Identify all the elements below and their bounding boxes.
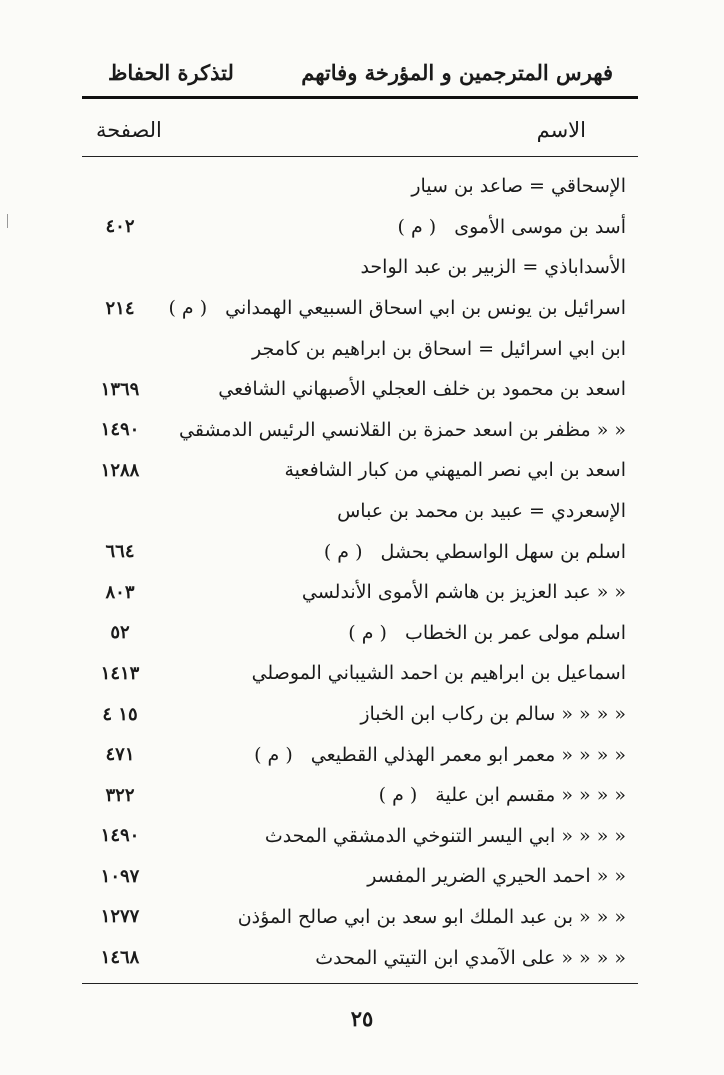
entry-page-number: ٨٠٣ (105, 581, 135, 603)
index-entry (90, 937, 626, 978)
entry-name (150, 947, 626, 969)
entry-page-number: ٥٢ (110, 622, 130, 644)
entry-page-number: ٤٧١ (105, 744, 135, 766)
entry-page-number: ٦٦٤ (105, 541, 135, 563)
entry-page-number: ١٠٩٧ (100, 865, 140, 887)
entry-name-text: « « « « مقسم ابن علية (435, 784, 626, 807)
index-entry (90, 653, 626, 694)
entry-name (150, 622, 626, 644)
entry-name (150, 744, 626, 766)
entry-name-text: « « مظفر بن اسعد حمزة بن القلانسي الرئيس الدمشقي (179, 418, 626, 441)
column-header-name: الاسم (536, 118, 586, 142)
index-entry (90, 572, 626, 613)
entry-name-text: اسلم بن سهل الواسطي بحشل (380, 540, 626, 563)
header-rule (82, 96, 638, 99)
entry-name (150, 378, 626, 400)
entry-name-text: « « « « ابي اليسر التنوخي الدمشقي المحدث (264, 824, 626, 847)
entry-page-number: ١٢٨٨ (100, 459, 140, 481)
entry-mark: ( م ) (397, 215, 437, 238)
footer-rule (82, 983, 638, 984)
entry-name-text: « « عبد العزيز بن هاشم الأموى الأندلسي (301, 581, 626, 604)
entry-page-number: ١٤١٣ (100, 662, 140, 684)
entry-name (150, 419, 626, 441)
entry-mark: ( م ) (168, 297, 208, 320)
index-entry (90, 410, 626, 451)
entry-name (150, 256, 626, 278)
entry-name-text: اسماعيل بن ابراهيم بن احمد الشيباني الموصلي (251, 662, 626, 685)
entry-name (150, 865, 626, 887)
index-entry (90, 816, 626, 857)
entry-page-number: ٣٢٢ (105, 784, 135, 806)
running-header (108, 52, 613, 92)
entry-name (150, 500, 626, 522)
index-entry (90, 247, 626, 288)
entry-name (150, 662, 626, 684)
entry-name-text: « « « بن عبد الملك ابو سعد بن ابي صالح المؤذن (237, 905, 626, 928)
entry-name-text: اسعد بن ابي نصر الميهني من كبار الشافعية (284, 459, 626, 482)
index-entry (90, 775, 626, 816)
index-entry (90, 856, 626, 897)
entry-mark: ( م ) (254, 743, 293, 766)
index-entry-list (90, 166, 626, 978)
entry-name (150, 825, 626, 847)
entry-page-number: ١٤٩٠ (100, 419, 140, 441)
index-entry (90, 491, 626, 532)
entry-name-text: « « « « على الآمدي ابن التيتي المحدث (315, 946, 626, 969)
entry-page-number: ٢١٤ (105, 297, 135, 319)
column-header-rule (82, 156, 638, 157)
entry-name-text: أسد بن موسى الأموى (454, 215, 626, 238)
entry-name-text: اسرائيل بن يونس بن ابي اسحاق السبيعي الهمداني (225, 297, 626, 320)
index-entry (90, 207, 626, 248)
entry-page-number: ١٣٦٩ (100, 378, 140, 400)
entry-name (150, 459, 626, 481)
index-entry (90, 734, 626, 775)
entry-name-text: « « احمد الحيري الضرير المفسر (367, 865, 626, 888)
entry-page-number: ٤٠٢ (105, 216, 135, 238)
entry-name-text: الأسداباذي = الزبير بن عبد الواحد (360, 256, 626, 279)
entry-name (150, 175, 626, 197)
entry-name (150, 906, 626, 928)
entry-name-text: « « « « معمر ابو معمر الهذلي القطيعي (310, 743, 626, 766)
index-entry (90, 694, 626, 735)
column-headers (96, 112, 586, 148)
entry-name (150, 216, 626, 238)
entry-name-text: الإسحاقي = صاعد بن سيار (411, 175, 626, 198)
entry-name (150, 297, 626, 319)
column-header-page: الصفحة (96, 118, 162, 142)
entry-name (150, 581, 626, 603)
entry-name (150, 338, 626, 360)
entry-name-text: اسعد بن محمود بن خلف العجلي الأصبهاني الشافعي (218, 378, 626, 401)
entry-page-number: ١٢٧٧ (100, 906, 140, 928)
index-entry (90, 369, 626, 410)
entry-name-text: الإسعردي = عبيد بن محمد بن عباس (337, 500, 626, 523)
header-title-right: فهرس المترجمين و المؤرخة وفاتهم (301, 59, 613, 85)
margin-mark (7, 214, 8, 228)
entry-name-text: « « « « سالم بن ركاب ابن الخباز (360, 703, 626, 726)
entry-page-number: ١٥ ٤ (102, 703, 138, 725)
entry-name-text: اسلم مولى عمر بن الخطاب (404, 621, 626, 644)
index-entry (90, 613, 626, 654)
entry-page-number: ١٤٦٨ (100, 947, 140, 969)
header-title-left: لتذكرة الحفاظ (108, 59, 234, 85)
index-entry (90, 328, 626, 369)
entry-name-text: ابن ابي اسرائيل = اسحاق بن ابراهيم بن كامجر (251, 337, 626, 360)
entry-name (150, 784, 626, 806)
index-entry (90, 897, 626, 938)
index-entry (90, 166, 626, 207)
entry-mark: ( م ) (323, 540, 363, 563)
entry-page-number: ١٤٩٠ (100, 825, 140, 847)
entry-mark: ( م ) (348, 621, 387, 644)
entry-name (150, 703, 626, 725)
index-entry (90, 531, 626, 572)
entry-mark: ( م ) (378, 784, 418, 807)
page-number: ٢٥ (350, 1006, 374, 1031)
entry-name (150, 541, 626, 563)
index-entry (90, 288, 626, 329)
index-entry (90, 450, 626, 491)
